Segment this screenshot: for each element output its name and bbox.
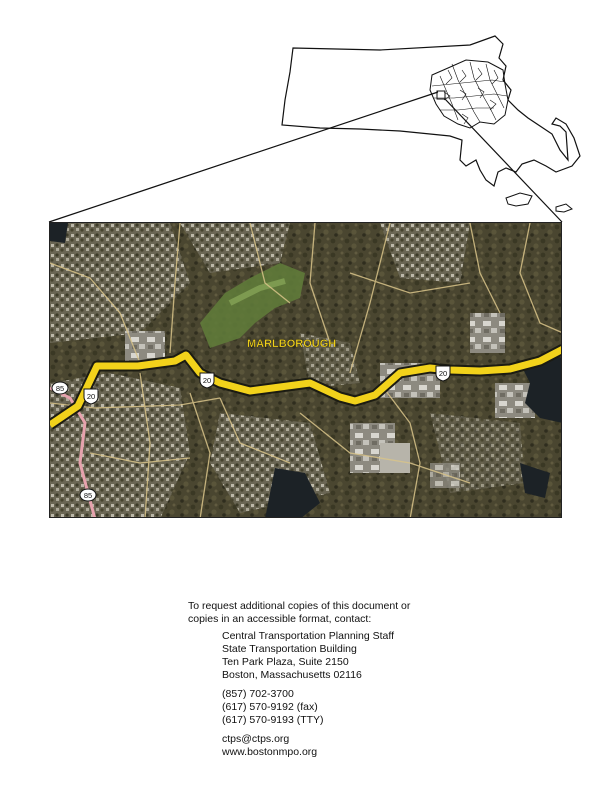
svg-text:20: 20 [202, 376, 212, 385]
route-20-shield-west [84, 389, 98, 404]
intro-line-1: To request additional copies of this document or [188, 600, 411, 612]
contact-info [188, 600, 448, 759]
phone-line-3: (617) 570-9193 (TTY) [222, 714, 324, 726]
route-85-shield-south [80, 489, 96, 501]
intro-line-2: copies in an accessible format, contact: [188, 613, 372, 625]
island-nantucket [556, 204, 572, 212]
route-85-shield-north [52, 382, 68, 394]
address-line-1: Central Transportation Planning Staff [222, 630, 394, 642]
phone-line-2: (617) 570-9192 (fax) [222, 701, 318, 713]
town-label-marlborough: MARLBOROUGH [247, 338, 337, 350]
contact-intro [188, 600, 448, 626]
contact-address [222, 630, 448, 682]
address-line-4: Boston, Massachusetts 02116 [222, 669, 362, 681]
svg-text:85: 85 [55, 384, 65, 393]
callout-line-left [49, 92, 438, 222]
svg-text:20: 20 [86, 392, 96, 401]
route-20-shield-center [200, 373, 214, 388]
email-link[interactable]: ctps@ctps.org [222, 733, 290, 745]
website-link[interactable]: www.bostonmpo.org [222, 746, 318, 758]
state-outline [282, 36, 580, 186]
callout-line-right [445, 99, 562, 222]
phone-line-1: (857) 702-3700 [222, 688, 294, 700]
address-line-3: Ten Park Plaza, Suite 2150 [222, 656, 349, 668]
svg-text:20: 20 [438, 369, 448, 378]
boston-region-towns [430, 60, 508, 128]
aerial-map-panel [49, 222, 562, 518]
address-line-2: State Transportation Building [222, 643, 357, 655]
contact-web [222, 733, 448, 759]
island-marthas-vineyard [506, 193, 532, 206]
route-20-shield-east [436, 366, 450, 381]
svg-text:85: 85 [83, 491, 93, 500]
contact-phones [222, 688, 448, 727]
